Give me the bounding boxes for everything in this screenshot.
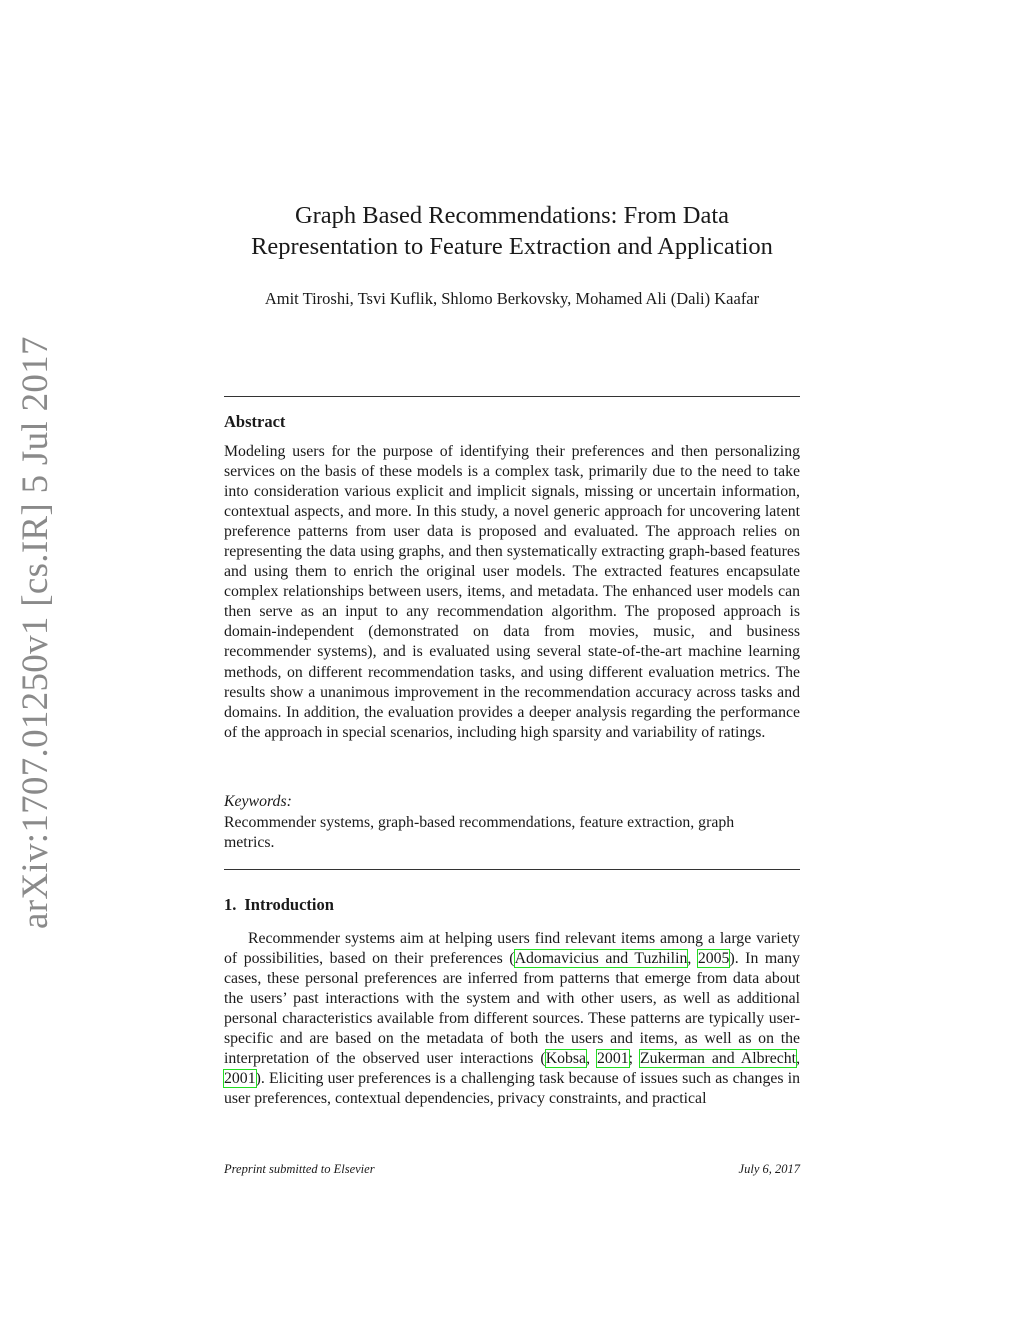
intro-text-part-1: Recommender systems aim at helping users find relevant items among a large variety of possibilities, based on their preferences (	[224, 930, 800, 968]
abstract-text: Modeling users for the purpose of identifying their preferences and then personalizing services on the basis of these models is a complex task, primarily due to the need to take into consideration various explicit and implicit signals, missing or uncertain information, contextual aspects, and more. In this study, a novel generic approach for uncovering latent preference patterns from user data is proposed and evaluated. The approach relies on representing the data using graphs, and then systematically extracting graph-based features and using them to enrich the original user models. The extracted features encapsulate complex relationships between users, items, and metadata. The enhanced user models can then serve as an input to any recommendation algorithm. The proposed approach is domain-independent (demonstrated on data from movies, music, and business recommender systems), and is evaluated using several state-of-the-art machine learning methods, on different recommendation tasks, and using different evaluation metrics. The results show a unanimous improvement in the recommendation accuracy across tasks and domains. In addition, the evaluation provides a deeper analysis regarding the performance of the approach in special scenarios, including high sparsity and variability of ratings.	[224, 443, 800, 741]
footer-date: July 6, 2017	[738, 1162, 800, 1176]
paper-title	[200, 200, 824, 262]
citation-separator: ,	[796, 1050, 801, 1068]
citation-separator: ;	[628, 1050, 640, 1068]
citation-link-adomavicius[interactable]: Adomavicius and Tuzhilin	[514, 950, 688, 968]
section-title: Introduction	[244, 895, 334, 914]
section-number: 1.	[224, 895, 237, 914]
citation-link-adomavicius-year[interactable]: 2005	[697, 950, 730, 968]
citation-link-zukerman-year[interactable]: 2001	[224, 1070, 256, 1088]
abstract-top-rule	[224, 396, 800, 397]
citation-separator: ,	[586, 1050, 598, 1068]
citation-link-kobsa[interactable]: Kobsa	[545, 1050, 587, 1068]
abstract-heading: Abstract	[224, 412, 286, 431]
keywords-text: Recommender systems, graph-based recommendations, feature extraction, graph metrics.	[224, 814, 735, 852]
introduction-paragraph	[224, 929, 800, 1109]
citation-link-kobsa-year[interactable]: 2001	[597, 1050, 629, 1068]
keywords-label: Keywords:	[224, 793, 292, 810]
abstract-bottom-rule	[224, 869, 800, 870]
citation-separator: ,	[687, 950, 698, 968]
section-heading-introduction	[224, 895, 342, 915]
footer-preprint-note: Preprint submitted to Elsevier	[224, 1162, 375, 1176]
title-line-2: Representation to Feature Extraction and Application	[251, 233, 773, 260]
citation-link-zukerman[interactable]: Zukerman and Albrecht	[639, 1050, 797, 1068]
intro-text-part-3: ). Eliciting user preferences is a challenging task because of issues such as changes in user preferences, contextual dependencies, privacy constraints, and practical	[224, 1070, 800, 1108]
arxiv-identifier-stamp: arXiv:1707.01250v1 [cs.IR] 5 Jul 2017	[15, 336, 56, 929]
author-list: Amit Tiroshi, Tsvi Kuflik, Shlomo Berkovsky, Mohamed Ali (Dali) Kaafar	[264, 289, 760, 308]
intro-text-part-2: ). In many cases, these personal preferences are inferred from patterns that emerge from data about the users’ past interactions with the system and with other users, as well as additional personal characteristics available from different sources. These patterns are typically user-specific and are based on the metadata of both the users and items, as well as on the interpretation of the observed user interactions (	[224, 950, 800, 1068]
title-line-1: Graph Based Recommendations: From Data	[294, 202, 730, 229]
